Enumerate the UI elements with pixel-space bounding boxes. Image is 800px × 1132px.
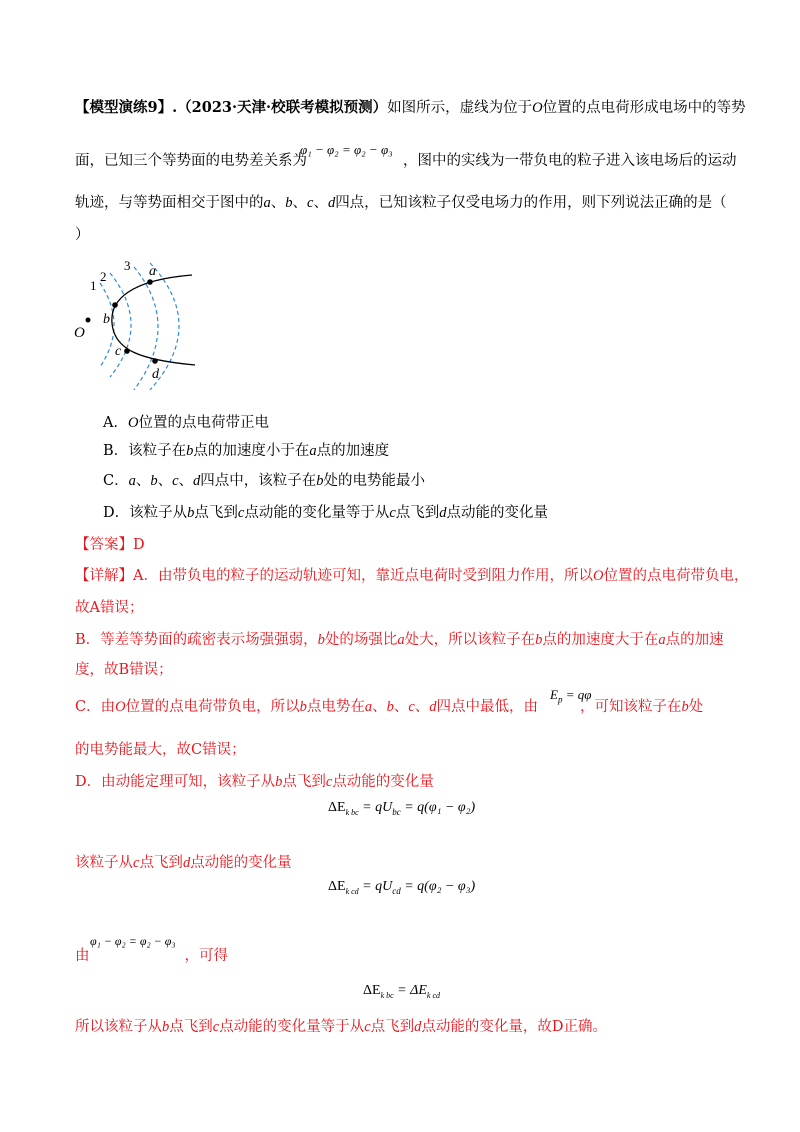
option-D[interactable]: D．该粒子从b点飞到c点动能的变化量等于从c点飞到d点动能的变化量 bbox=[103, 505, 549, 521]
label-a: a bbox=[149, 264, 156, 279]
question-source: （2023·天津·校联考模拟预测） bbox=[177, 99, 388, 116]
label-3: 3 bbox=[124, 258, 131, 273]
label-c: c bbox=[115, 344, 122, 359]
equation-3: $\Delta E_{k bc} = \Delta E_{k cd}$ bbox=[363, 983, 440, 1000]
question-line-1: 【模型演练9】.（2023·天津·校联考模拟预测）如图所示，虚线为位于O位置的点电荷形成电场中的等势 bbox=[75, 99, 746, 116]
explain-line-2: 故A错误； bbox=[75, 600, 144, 616]
explain-line-5: C．由O位置的点电荷带负电，所以b点电势在a、b、c、d四点中最低，由 ，可知该粒子在b处 bbox=[75, 699, 704, 715]
label-2: 2 bbox=[100, 269, 107, 284]
label-d: d bbox=[152, 367, 159, 382]
point-b bbox=[112, 302, 118, 308]
explain-line-3: B．等差等势面的疏密表示场强强弱，b处的场强比a处大，所以该粒子在b点的加速度大于在a点的加速 bbox=[75, 632, 724, 648]
label-O: O bbox=[74, 325, 85, 341]
point-a bbox=[147, 279, 153, 285]
explain-line-4: 度，故B错误； bbox=[75, 662, 173, 678]
field-figure bbox=[70, 255, 210, 390]
question-tag: 【模型演练9】 bbox=[75, 99, 173, 116]
ep-formula: $E_p = q\varphi$ bbox=[550, 687, 592, 705]
explain-line-7: D．由动能定理可知，该粒子从b点飞到c点动能的变化量 bbox=[75, 774, 434, 790]
explain-line-6: 的电势能最大，故C错误； bbox=[75, 742, 246, 758]
question-line-3: 轨迹，与等势面相交于图中的a、b、c、d四点，已知该粒子仅受电场力的作用，则下列说法正确的是（ bbox=[75, 195, 727, 211]
point-c bbox=[124, 348, 130, 354]
potential-relation: φ₁ − φ₂ = φ₂ − φ₃ bbox=[300, 142, 393, 157]
option-C[interactable]: C．a、b、c、d四点中，该粒子在b处的电势能最小 bbox=[103, 473, 426, 489]
option-A[interactable]: A．O位置的点电荷带正电 bbox=[103, 415, 269, 431]
explain-line-13: 所以该粒子从b点飞到c点动能的变化量等于从c点飞到d点动能的变化量，故D正确。 bbox=[75, 1019, 607, 1035]
point-O bbox=[86, 318, 91, 323]
question-line-2: 面，已知三个等势面的电势差关系为 ，图中的实线为一带负电的粒子进入该电场后的运动 bbox=[75, 153, 737, 169]
relation-2: φ₁ − φ₂ = φ₂ − φ₃ bbox=[90, 934, 176, 948]
label-b: b bbox=[103, 312, 110, 327]
label-1: 1 bbox=[90, 278, 97, 293]
option-B[interactable]: B．该粒子在b点的加速度小于在a点的加速度 bbox=[103, 443, 390, 459]
equation-2: $\Delta E_{k cd} = qU_{cd} = q(\varphi_2 - \varphi_3)$ bbox=[328, 879, 476, 896]
question-line-4: ） bbox=[75, 227, 90, 243]
explain-line-1: 【详解】A．由带负电的粒子的运动轨迹可知，靠近点电荷时受到阻力作用，所以O位置的点电荷带负电， bbox=[75, 568, 749, 584]
explain-line-9: 该粒子从c点飞到d点动能的变化量 bbox=[75, 855, 292, 871]
equipotential-2 bbox=[110, 273, 131, 377]
answer: 【答案】D bbox=[75, 537, 145, 553]
point-d bbox=[152, 358, 158, 364]
equation-1: $\Delta E_{k bc} = qU_{bc} = q(\varphi_1 - \varphi_2)$ bbox=[328, 800, 476, 817]
explain-line-11: 由 ，可得 bbox=[75, 948, 228, 964]
